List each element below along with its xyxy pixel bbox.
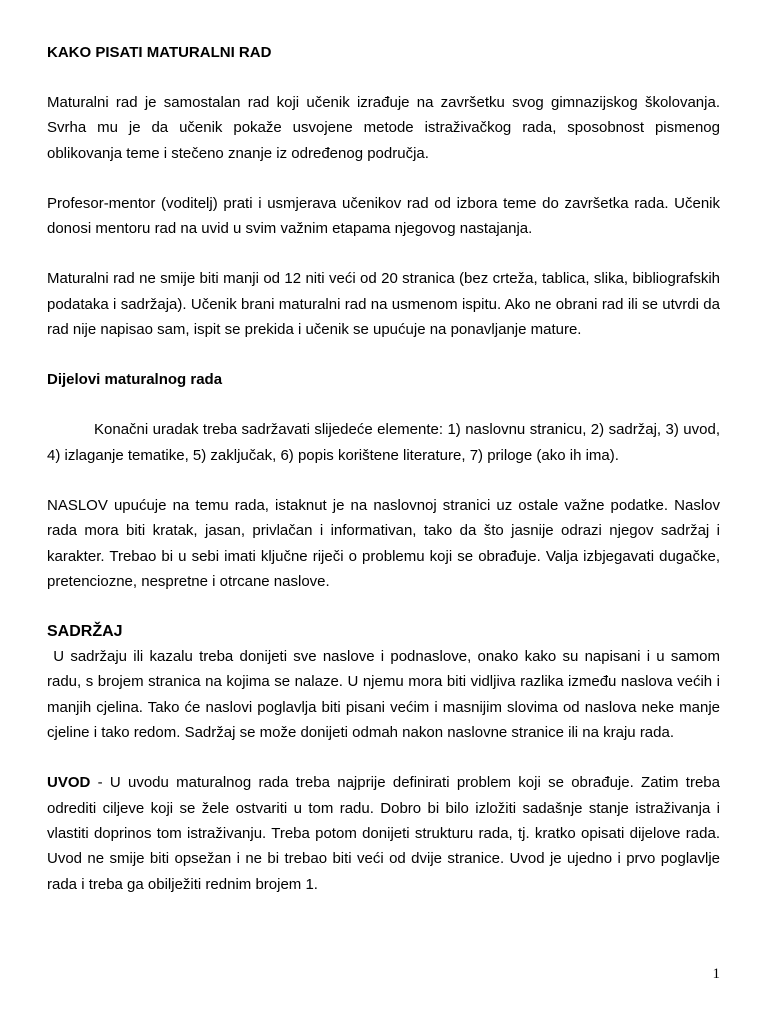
spacer xyxy=(47,468,720,493)
intro-paragraph-3: Maturalni rad ne smije biti manji od 12 niti veći od 20 stranica (bez crteža, tablica, slika, bibliografskih podataka i sadržaja). Učenik brani maturalni rad na usmenom ispitu. Ako ne obrani rad ili se utvrdi da rad nije napisao sam, ispit se prekida i učenik se upućuje na ponavljanje mature. xyxy=(47,270,720,339)
naslov-paragraph: NASLOV upućuje na temu rada, istaknut je na naslovnoj stranici uz ostale važne podatke. Naslov rada mora biti kratak, jasan, privlačan i informativan, tako da što jasnije odrazi njegov sadržaj i karakter. Trebao bi u sebi imati ključne riječi o problemu koji se obrađuje. Valja izbjegavati dugačke, pretenciozne, nespretne i otrcane naslove. xyxy=(47,496,720,590)
intro-paragraph-1: Maturalni rad je samostalan rad koji učenik izrađuje na završetku svog gimnazijskog školovanja. Svrha mu je da učenik pokaže usvojene metode istraživačkog rada, sposobnost pismenog oblikovanja teme i stečeno znanje iz određenog područja. xyxy=(47,94,720,162)
parts-paragraph: Konačni uradak treba sadržavati slijedeće elemente: 1) naslovnu stranicu, 2) sadržaj, 3) uvod, 4) izlaganje tematike, 5) zaključak, 6) popis korištene literature, 7) priloge (ako ih ima). xyxy=(47,421,720,464)
spacer xyxy=(47,745,720,770)
intro-paragraph-2: Profesor-mentor (voditelj) prati i usmjerava učenikov rad od izbora teme do završetka rada. Učenik donosi mentoru rad na uvid u svim važnim etapama njegovog nastajanja. xyxy=(47,194,720,238)
page-title: KAKO PISATI MATURALNI RAD xyxy=(47,44,272,61)
spacer xyxy=(47,594,720,619)
sadrzaj-heading: SADRŽAJ xyxy=(47,623,123,641)
uvod-paragraph xyxy=(47,770,720,896)
page-number: 1 xyxy=(712,966,720,982)
sadrzaj-paragraph: U sadržaju ili kazalu treba donijeti sve naslove i podnaslove, onako kako su napisani i u samom radu, s brojem stranica na kojima se nalaze. U njemu mora biti vidljiva razlika između naslova većih i manjih cjelina. Tako će naslovi poglavlja biti pisani većim i masnijim slovima od naslova neke manje cjeline i tako redom. Sadržaj se može donijeti odmah nakon naslovne stranice ili na kraju rada. xyxy=(47,648,725,742)
uvod-text: - U uvodu maturalnog rada treba najprije definirati problem koji se obrađuje. Zatim treba odrediti ciljeve koji se žele ostvariti u tom radu. Dobro bi bilo izložiti sadašnje stanje istraživanja i vlastiti doprinos tom istraživanju. Treba potom donijeti strukturu rada, tj. kratko opisati dijelove rada. Uvod ne smije biti opsežan i ne bi trebao biti veći od dvije stranice. Uvod je ujedno i prvo poglavlje rada i treba ga obilježiti rednim brojem 1. xyxy=(47,774,720,893)
spacer xyxy=(47,392,720,417)
spacer xyxy=(47,166,720,191)
spacer xyxy=(47,241,720,266)
spacer xyxy=(47,342,720,367)
uvod-label: UVOD xyxy=(47,774,91,792)
spacer xyxy=(47,65,720,90)
parts-heading: Dijelovi maturalnog rada xyxy=(47,371,223,389)
